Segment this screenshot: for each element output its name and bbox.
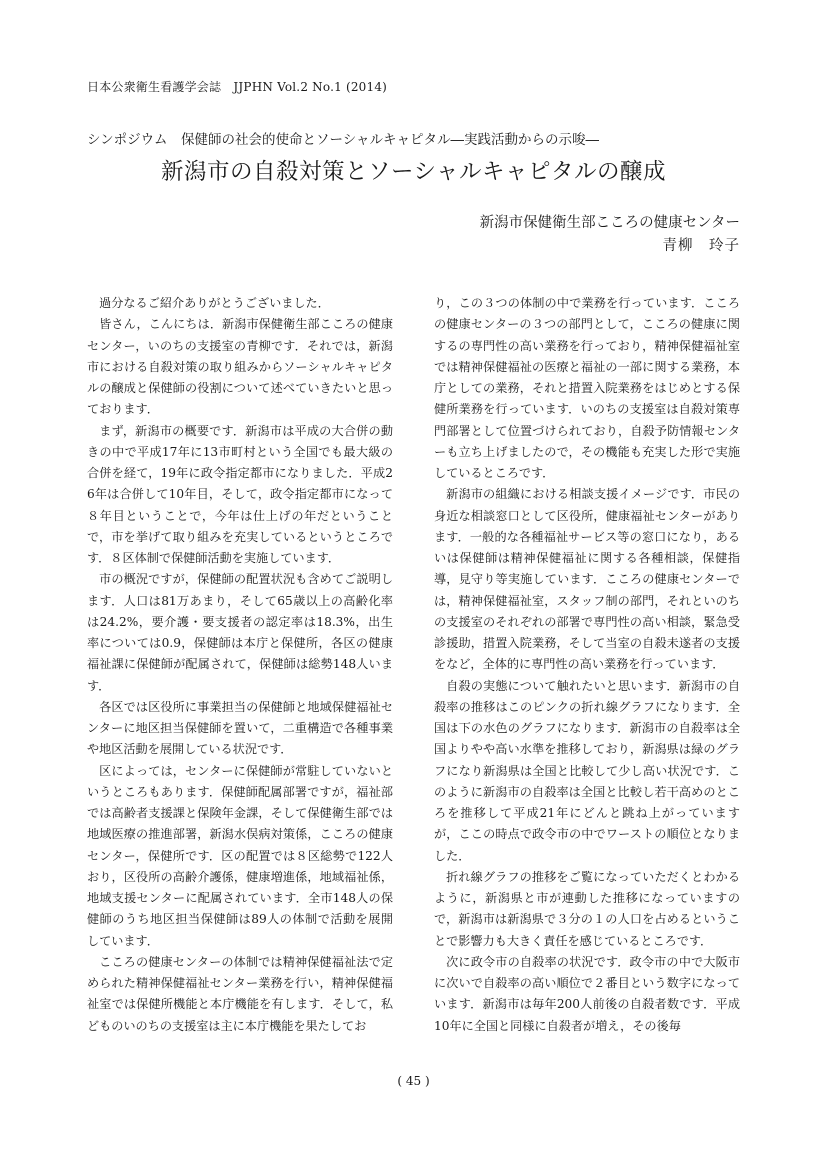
author-affiliation: 新潟市保健衛生部こころの健康センター: [479, 215, 740, 231]
paragraph: 自殺の実態について触れたいと思います．新潟市の自殺率の推移はこのピンクの折れ線グラフになります．全国は下の水色のグラフになります．新潟市の自殺率は全国よりやや高い水準を推移しており，新潟県は緑のグラフになり新潟県は全国と比較して少し高い状況です．このように新潟市の自殺率は全国と比較し若干高めのところを推移して平成21年にどんと跳ね上がっていますが，ここの時点で政令市の中でワーストの順位となりました．: [434, 678, 740, 863]
paragraph: 皆さん，こんにちは．新潟市保健衛生部こころの健康センター，いのちの支援室の青柳です．それでは，新潟市における自殺対策の取り組みからソーシャルキャピタルの醸成と保健師の役割について述べていきたいと思っております．: [87, 317, 393, 417]
page-number: ( 45 ): [397, 1074, 430, 1088]
paragraph: こころの健康センターの体制では精神保健福祉法で定められた精神保健福祉センター業務を行い，精神保健福祉室では保健所機能と本庁機能を有します．そして，私どものいのちの支援室は主に本庁機能を果たしてお: [87, 954, 393, 1033]
paragraph: 新潟市の組織における相談支援イメージです．市民の身近な相談窓口として区役所，健康福祉センターがあります．一般的な各種福祉サービス等の窓口になり，あるいは保健師は精神保健福祉に関する各種相談，保健指導，見守り等実施しています．こころの健康センターでは，精神保健福祉室，スタッフ制の部門，それといのちの支援室のそれぞれの部署で専門性の高い相談，緊急受診援助，措置入院業務，そして当室の自殺未遂者の支援をなど，全体的に専門性の高い業務を行っています．: [434, 487, 740, 672]
symposium-subtitle: シンポジウム 保健師の社会的使命とソーシャルキャピタル―実践活動からの示唆―: [87, 132, 599, 148]
paragraph: 各区では区役所に事業担当の保健師と地域保健福祉センターに地区担当保健師を置いて，二重構造で各種事業や地区活動を展開している状況です．: [87, 699, 393, 757]
article-title: 新潟市の自殺対策とソーシャルキャピタルの醸成: [160, 159, 667, 185]
paragraph: 区によっては，センターに保健師が常駐していないというところもあります．保健師配属部署ですが，福祉部では高齢者支援課と保険年金課，そして保健衛生部では地域医療の推進部署，新潟水俣病対策係，こころの健康センター，保健所です．区の配置では８区総勢で122人おり，区役所の高齢介護係，健康増進係，地域福祉係，地域支援センターに配属されています．全市148人の保健師のうち地区担当保健師は89人の体制で活動を展開しています．: [87, 763, 393, 948]
journal-header: 日本公衆衛生看護学会誌 JJPHN Vol.2 No.1 (2014): [87, 80, 388, 94]
right-column: [434, 293, 740, 1037]
paragraph: り，この３つの体制の中で業務を行っています．こころの健康センターの３つの部門として，こころの健康に関するの専門性の高い業務を行っており，精神保健福祉室では精神保健福祉の医療と福祉の一部に関する業務，本庁としての業務，それと措置入院業務をはじめとする保健所業務を行っています．いのちの支援室は自殺対策専門部署として位置づけられており，自殺予防情報センターも立ち上げましたので，その機能も充実した形で実施しているところです．: [434, 296, 740, 480]
author-name: 青柳 玲子: [662, 238, 740, 254]
paragraph: 折れ線グラフの推移をご覧になっていただくとわかるように，新潟県と市が連動した推移になっていますので，新潟市は新潟県で３分の１の人口を占めるということで影響力も大きく責任を感じているところです．: [434, 869, 740, 948]
paragraph: 次に政令市の自殺率の状況です．政令市の中で大阪市に次いで自殺率の高い順位で２番目という数字になっています．新潟市は毎年200人前後の自殺者数です．平成10年に全国と同様に自殺者が増え，その後毎: [434, 954, 740, 1033]
paragraph: まず，新潟市の概要です．新潟市は平成の大合併の動きの中で平成17年に13市町村という全国でも最大級の合併を経て，19年に政令指定都市になりました．平成26年は合併して10年目，そして，政令指定都市になって８年目ということで，今年は仕上げの年だということで，市を挙げて取り組みを充実しているというところです．８区体制で保健師活動を実施しています．: [87, 423, 393, 565]
paragraph: 過分なるご紹介ありがとうございました．: [99, 296, 330, 310]
paragraph: 市の概況ですが，保健師の配置状況も含めてご説明します．人口は81万あまり，そして65歳以上の高齢化率は24.2%，要介護・要支援者の認定率は18.3%，出生率については0.9，保健師は本庁と保健所，各区の健康福祉課に保健師が配属されて，保健師は総勢148人います．: [87, 572, 393, 693]
left-column: [87, 293, 393, 1037]
